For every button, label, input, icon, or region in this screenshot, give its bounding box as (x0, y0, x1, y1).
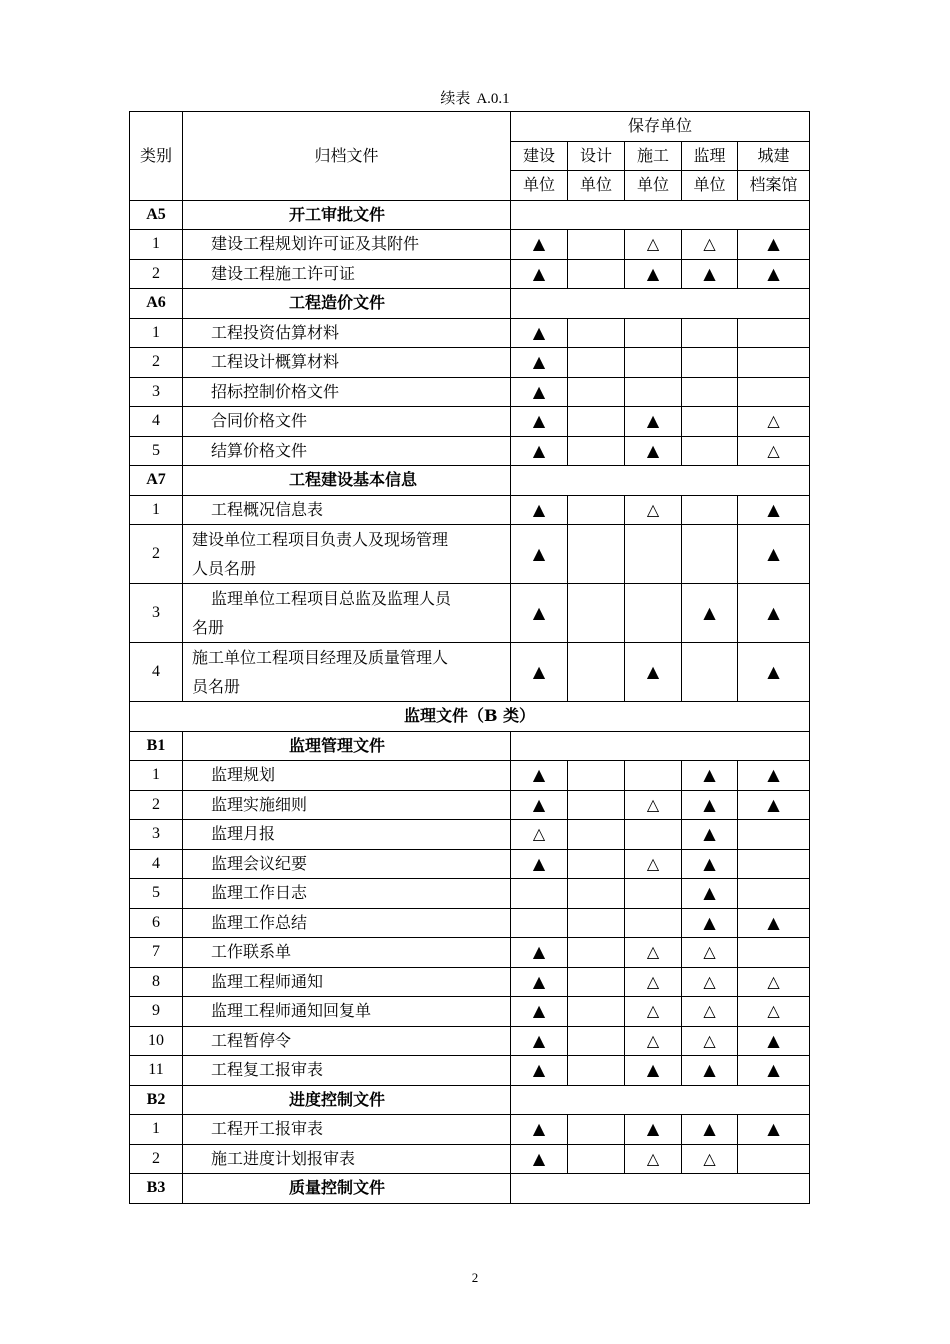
retention-mark (568, 1056, 625, 1086)
item-number: 2 (130, 790, 183, 820)
item-name: 工程暂停令 (183, 1026, 511, 1056)
group-row (130, 466, 810, 496)
retention-mark: △ (682, 230, 738, 260)
retention-mark (738, 879, 810, 909)
retention-mark: ▲ (511, 377, 568, 407)
retention-mark: ▲ (738, 761, 810, 791)
retention-mark: ▲ (511, 318, 568, 348)
item-number: 9 (130, 997, 183, 1027)
item-name-line: 监理单位工程项目总监及监理人员 (211, 589, 452, 608)
item-number: 5 (130, 436, 183, 466)
header-unit-5-line-2: 档案馆 (738, 171, 810, 201)
item-name: 工作联系单 (183, 938, 511, 968)
header-unit-1-line-2: 单位 (511, 171, 568, 201)
group-code: A6 (130, 289, 183, 319)
item-number: 1 (130, 230, 183, 260)
group-empty-units (511, 466, 810, 496)
header-unit-4-line-2: 单位 (682, 171, 738, 201)
retention-mark (568, 908, 625, 938)
table-row (130, 938, 810, 968)
table-row (130, 1144, 810, 1174)
group-row (130, 731, 810, 761)
retention-mark (738, 348, 810, 378)
table-row (130, 407, 810, 437)
table-row (130, 230, 810, 260)
retention-mark: △ (625, 495, 682, 525)
retention-mark: ▲ (738, 643, 810, 702)
retention-mark: △ (625, 997, 682, 1027)
item-name: 招标控制价格文件 (183, 377, 511, 407)
table-row (130, 967, 810, 997)
retention-mark: △ (625, 790, 682, 820)
retention-mark (738, 849, 810, 879)
header-unit-1-line-1: 建设 (511, 141, 568, 171)
retention-mark (568, 495, 625, 525)
retention-mark: △ (682, 938, 738, 968)
retention-mark: △ (682, 1026, 738, 1056)
item-name: 工程开工报审表 (183, 1115, 511, 1145)
header-unit-3-line-1: 施工 (625, 141, 682, 171)
table-row (130, 495, 810, 525)
retention-mark (568, 643, 625, 702)
retention-mark: ▲ (738, 790, 810, 820)
table-row (130, 879, 810, 909)
item-name: 监理工作总结 (183, 908, 511, 938)
retention-mark: △ (682, 1144, 738, 1174)
retention-mark: ▲ (511, 1144, 568, 1174)
header-units-group: 保存单位 (511, 112, 810, 142)
page-number: 2 (471, 1270, 479, 1285)
item-number: 3 (130, 584, 183, 643)
retention-mark (568, 849, 625, 879)
table-row (130, 908, 810, 938)
item-name: 监理工程师通知回复单 (183, 997, 511, 1027)
header-unit-2-line-2: 单位 (568, 171, 625, 201)
retention-mark (682, 525, 738, 584)
retention-mark (625, 584, 682, 643)
table-row (130, 849, 810, 879)
group-empty-units (511, 731, 810, 761)
item-number: 7 (130, 938, 183, 968)
retention-mark (511, 879, 568, 909)
retention-mark (625, 525, 682, 584)
retention-mark (568, 348, 625, 378)
retention-mark (568, 407, 625, 437)
retention-mark: ▲ (511, 938, 568, 968)
item-name-line: 人员名册 (192, 559, 257, 578)
retention-mark: ▲ (511, 1115, 568, 1145)
item-name: 合同价格文件 (183, 407, 511, 437)
retention-mark: ▲ (511, 495, 568, 525)
item-number: 5 (130, 879, 183, 909)
retention-mark: ▲ (511, 584, 568, 643)
retention-mark (738, 820, 810, 850)
group-title: 开工审批文件 (183, 200, 511, 230)
retention-mark (625, 377, 682, 407)
group-title: 工程建设基本信息 (183, 466, 511, 496)
retention-mark: △ (625, 1144, 682, 1174)
item-name: 建设工程施工许可证 (183, 259, 511, 289)
retention-mark (738, 318, 810, 348)
retention-mark (682, 643, 738, 702)
retention-mark: ▲ (738, 495, 810, 525)
item-name: 建设工程规划许可证及其附件 (183, 230, 511, 260)
item-number: 4 (130, 643, 183, 702)
retention-mark (568, 879, 625, 909)
retention-mark: △ (738, 436, 810, 466)
item-number: 1 (130, 318, 183, 348)
retention-mark (568, 761, 625, 791)
table-row (130, 997, 810, 1027)
group-code: A7 (130, 466, 183, 496)
retention-mark: △ (738, 997, 810, 1027)
table-row (130, 584, 810, 643)
item-name-line: 建设单位工程项目负责人及现场管理 (192, 530, 449, 549)
retention-mark (682, 348, 738, 378)
item-name: 结算价格文件 (183, 436, 511, 466)
retention-mark: ▲ (625, 1056, 682, 1086)
retention-mark: ▲ (682, 1115, 738, 1145)
retention-mark (625, 908, 682, 938)
retention-mark: ▲ (511, 761, 568, 791)
retention-mark: ▲ (625, 1115, 682, 1145)
retention-mark: ▲ (738, 1026, 810, 1056)
retention-mark: ▲ (682, 820, 738, 850)
caption-prefix: 续表 (440, 89, 471, 107)
retention-mark (568, 377, 625, 407)
retention-mark: △ (738, 407, 810, 437)
table-row (130, 761, 810, 791)
retention-mark: ▲ (738, 584, 810, 643)
caption-code: A.0.1 (476, 91, 510, 107)
item-number: 1 (130, 1115, 183, 1145)
item-name: 工程设计概算材料 (183, 348, 511, 378)
item-number: 4 (130, 849, 183, 879)
retention-mark: △ (625, 938, 682, 968)
item-number: 4 (130, 407, 183, 437)
retention-mark (738, 377, 810, 407)
item-name (183, 643, 511, 702)
item-name: 工程复工报审表 (183, 1056, 511, 1086)
item-number: 2 (130, 1144, 183, 1174)
group-title: 质量控制文件 (183, 1174, 511, 1204)
retention-mark (568, 525, 625, 584)
group-empty-units (511, 289, 810, 319)
header-row-1 (130, 112, 810, 142)
item-number: 2 (130, 348, 183, 378)
item-name-line: 施工单位工程项目经理及质量管理人 (192, 648, 449, 667)
table-row (130, 1026, 810, 1056)
table-row (130, 643, 810, 702)
table-row (130, 525, 810, 584)
retention-mark (568, 1144, 625, 1174)
table-caption (0, 88, 950, 109)
retention-mark: △ (511, 820, 568, 850)
retention-mark (568, 318, 625, 348)
retention-mark: ▲ (682, 584, 738, 643)
retention-mark (568, 790, 625, 820)
group-row (130, 289, 810, 319)
header-document: 归档文件 (183, 112, 511, 201)
archive-table (129, 111, 810, 1204)
retention-mark (625, 318, 682, 348)
retention-mark: △ (625, 230, 682, 260)
retention-mark (511, 908, 568, 938)
group-row (130, 1085, 810, 1115)
header-category: 类别 (130, 112, 183, 201)
group-empty-units (511, 1174, 810, 1204)
retention-mark: ▲ (511, 525, 568, 584)
table-row (130, 259, 810, 289)
item-name-line: 员名册 (192, 677, 241, 696)
retention-mark: ▲ (511, 997, 568, 1027)
retention-mark: ▲ (625, 436, 682, 466)
item-name: 工程投资估算材料 (183, 318, 511, 348)
item-number: 6 (130, 908, 183, 938)
retention-mark (682, 377, 738, 407)
item-number: 2 (130, 525, 183, 584)
group-code: B2 (130, 1085, 183, 1115)
retention-mark (568, 1026, 625, 1056)
retention-mark: ▲ (738, 525, 810, 584)
header-unit-3-line-2: 单位 (625, 171, 682, 201)
retention-mark (568, 1115, 625, 1145)
table-row (130, 318, 810, 348)
group-title: 工程造价文件 (183, 289, 511, 319)
retention-mark: ▲ (738, 1056, 810, 1086)
item-number: 2 (130, 259, 183, 289)
header-unit-4-line-1: 监理 (682, 141, 738, 171)
table-row (130, 1115, 810, 1145)
retention-mark (682, 407, 738, 437)
retention-mark: ▲ (738, 259, 810, 289)
item-name: 监理工程师通知 (183, 967, 511, 997)
retention-mark: ▲ (682, 761, 738, 791)
retention-mark (682, 495, 738, 525)
group-title: 监理管理文件 (183, 731, 511, 761)
section-row (130, 702, 810, 732)
retention-mark: ▲ (511, 348, 568, 378)
retention-mark: △ (682, 997, 738, 1027)
retention-mark (568, 584, 625, 643)
retention-mark (568, 436, 625, 466)
retention-mark: ▲ (625, 407, 682, 437)
group-row (130, 1174, 810, 1204)
item-name: 监理月报 (183, 820, 511, 850)
retention-mark (682, 436, 738, 466)
retention-mark: ▲ (511, 1026, 568, 1056)
item-number: 11 (130, 1056, 183, 1086)
retention-mark (568, 230, 625, 260)
retention-mark: ▲ (682, 849, 738, 879)
retention-mark (568, 967, 625, 997)
retention-mark: ▲ (511, 230, 568, 260)
group-title: 进度控制文件 (183, 1085, 511, 1115)
retention-mark: ▲ (511, 259, 568, 289)
item-name: 监理会议纪要 (183, 849, 511, 879)
retention-mark: ▲ (511, 849, 568, 879)
retention-mark: ▲ (511, 643, 568, 702)
retention-mark: ▲ (511, 407, 568, 437)
retention-mark: ▲ (511, 436, 568, 466)
table-row (130, 436, 810, 466)
group-row (130, 200, 810, 230)
item-name: 监理实施细则 (183, 790, 511, 820)
retention-mark: ▲ (682, 879, 738, 909)
retention-mark: ▲ (511, 790, 568, 820)
section-title-b: 监理文件（B 类） (130, 702, 810, 732)
retention-mark (625, 348, 682, 378)
item-name-line: 名册 (192, 618, 225, 637)
retention-mark: ▲ (682, 1056, 738, 1086)
retention-mark (625, 879, 682, 909)
table-row (130, 348, 810, 378)
retention-mark: △ (682, 967, 738, 997)
table-body (130, 112, 810, 1204)
item-name: 监理工作日志 (183, 879, 511, 909)
table-row (130, 820, 810, 850)
retention-mark: △ (625, 849, 682, 879)
retention-mark (738, 1144, 810, 1174)
retention-mark: ▲ (511, 967, 568, 997)
group-code: B1 (130, 731, 183, 761)
item-name (183, 584, 511, 643)
group-empty-units (511, 1085, 810, 1115)
item-number: 8 (130, 967, 183, 997)
retention-mark: ▲ (682, 790, 738, 820)
retention-mark: ▲ (738, 230, 810, 260)
retention-mark: △ (625, 1026, 682, 1056)
retention-mark (738, 938, 810, 968)
retention-mark: ▲ (738, 1115, 810, 1145)
group-empty-units (511, 200, 810, 230)
table-row (130, 1056, 810, 1086)
header-unit-2-line-1: 设计 (568, 141, 625, 171)
retention-mark: △ (625, 967, 682, 997)
header-unit-5-line-1: 城建 (738, 141, 810, 171)
table-row (130, 377, 810, 407)
group-code: A5 (130, 200, 183, 230)
retention-mark: ▲ (625, 259, 682, 289)
table-row (130, 790, 810, 820)
item-name: 监理规划 (183, 761, 511, 791)
retention-mark: ▲ (738, 908, 810, 938)
item-number: 3 (130, 377, 183, 407)
retention-mark (625, 761, 682, 791)
retention-mark: ▲ (682, 908, 738, 938)
item-name (183, 525, 511, 584)
item-number: 1 (130, 495, 183, 525)
retention-mark: △ (738, 967, 810, 997)
retention-mark (568, 997, 625, 1027)
item-name: 施工进度计划报审表 (183, 1144, 511, 1174)
retention-mark (568, 259, 625, 289)
item-number: 3 (130, 820, 183, 850)
retention-mark (625, 820, 682, 850)
retention-mark: ▲ (625, 643, 682, 702)
retention-mark (568, 820, 625, 850)
retention-mark: ▲ (511, 1056, 568, 1086)
group-code: B3 (130, 1174, 183, 1204)
retention-mark (682, 318, 738, 348)
item-number: 1 (130, 761, 183, 791)
item-number: 10 (130, 1026, 183, 1056)
item-name: 工程概况信息表 (183, 495, 511, 525)
retention-mark: ▲ (682, 259, 738, 289)
retention-mark (568, 938, 625, 968)
